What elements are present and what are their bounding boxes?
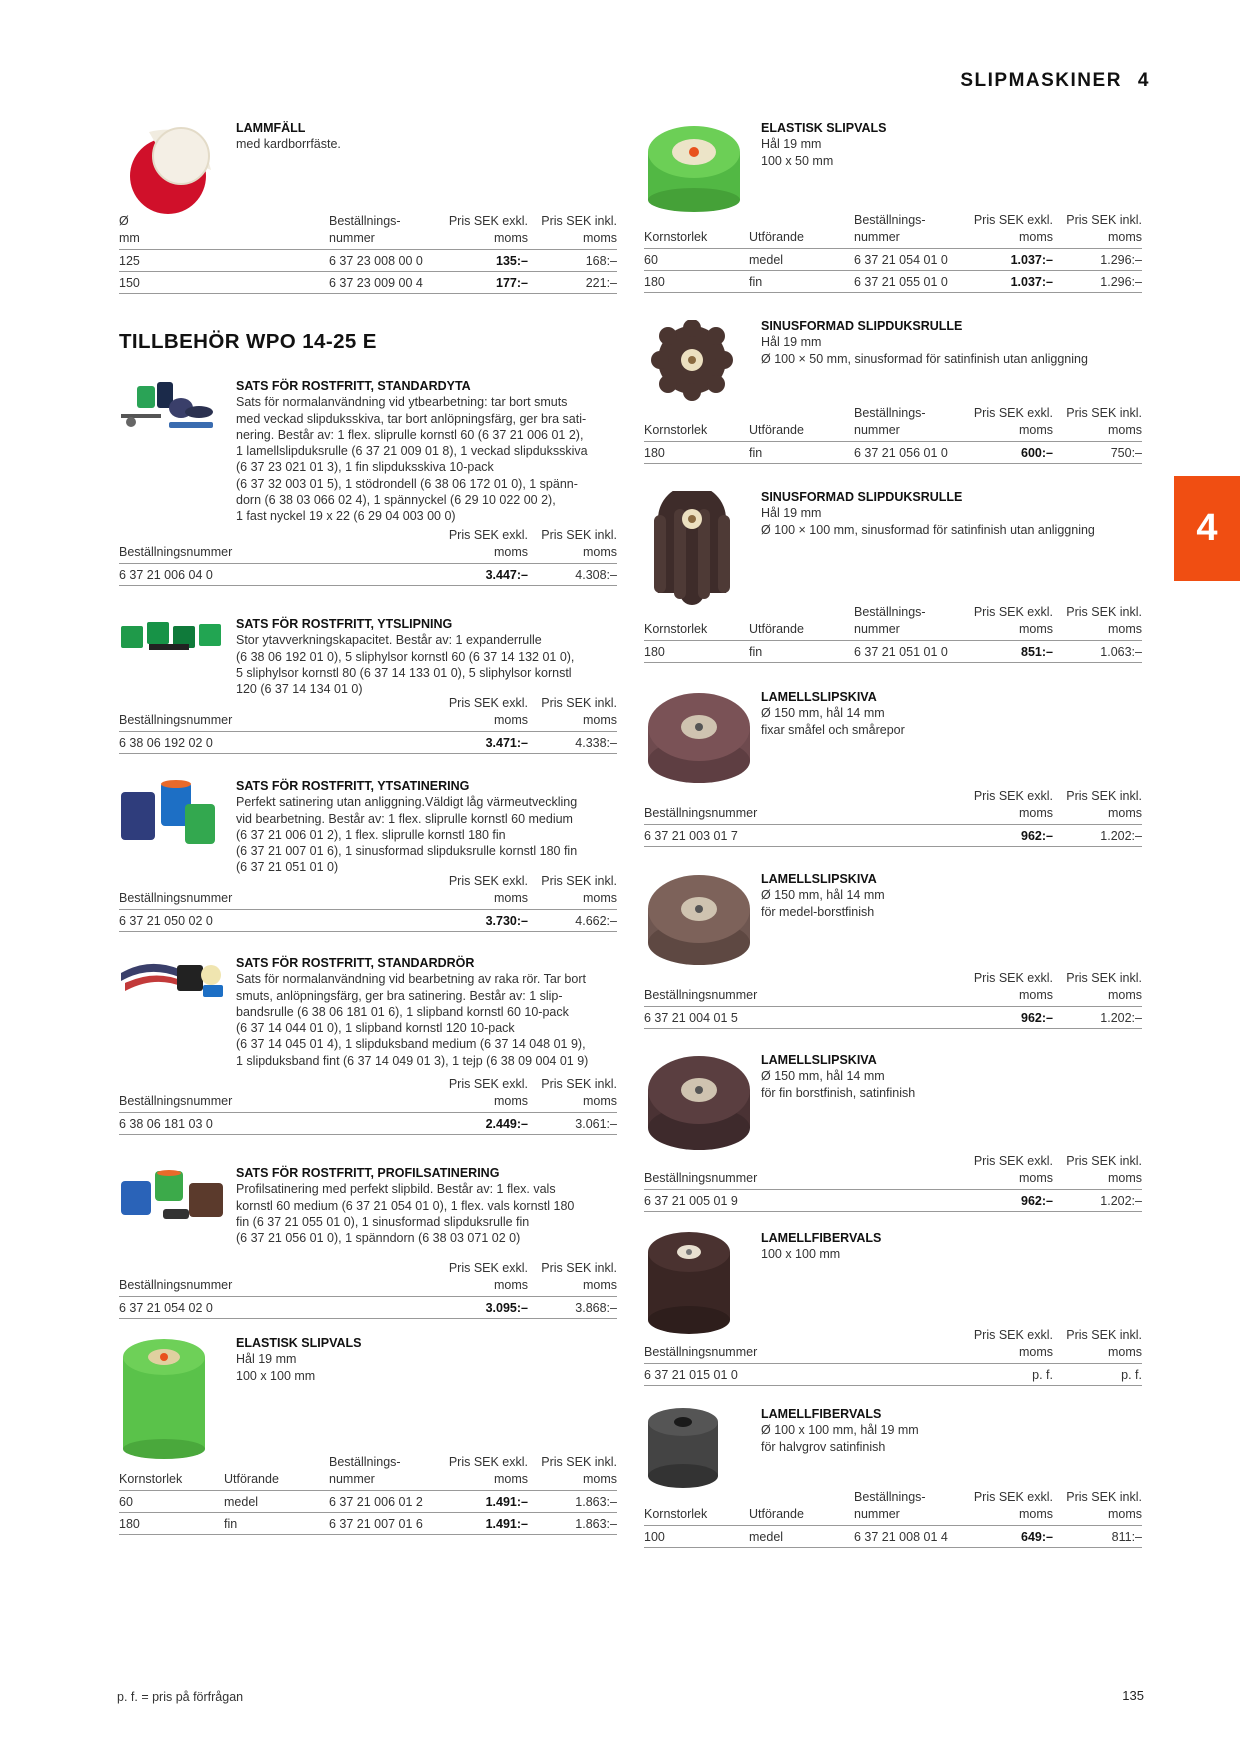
cell-order-number: 6 37 21 056 01 0	[854, 446, 948, 460]
cell-order-number: 6 37 21 003 01 7	[644, 829, 738, 843]
col-price-ex-a: Pris SEK exkl.	[973, 605, 1053, 619]
table-row	[119, 732, 617, 754]
flap-disc-1-image	[644, 689, 754, 785]
table-row	[644, 442, 1142, 464]
product-desc-line: Hål 19 mm	[761, 137, 822, 152]
cell-price-inc: 168:–	[585, 254, 617, 268]
cell-price-inc: 1.296:–	[1100, 253, 1142, 267]
table-row	[119, 272, 617, 294]
col-price-ex-a: Pris SEK exkl.	[448, 1077, 528, 1091]
price-table	[644, 215, 1142, 293]
product-desc-line: (6 37 21 056 01 0), 1 spänndorn (6 38 03 071 02 0)	[236, 1231, 521, 1246]
col-price-inc-b: moms	[582, 890, 617, 905]
cell-price-ex: 3.447:–	[485, 568, 528, 582]
price-table	[119, 530, 617, 586]
cell-price-inc: 221:–	[585, 276, 617, 290]
cell-order-number: 6 37 21 007 01 6	[329, 1517, 423, 1531]
col-price-ex-b: moms	[1018, 621, 1053, 636]
green-roller-50-image	[644, 122, 744, 214]
col-price-inc-b: moms	[582, 1277, 617, 1292]
col-order: Beställningsnummer	[119, 1277, 233, 1292]
price-table	[644, 791, 1142, 847]
col-price-ex-b: moms	[1018, 805, 1053, 820]
cell-grit: 180	[119, 1517, 140, 1531]
col-grit: Kornstorlek	[644, 621, 708, 636]
col-price-ex-a: Pris SEK exkl.	[973, 1154, 1053, 1168]
product-title: ELASTISK SLIPVALS	[236, 1336, 362, 1350]
kit-standardror-image	[119, 955, 229, 1001]
product-desc-line: för medel-borstfinish	[761, 904, 875, 919]
table-header	[119, 1263, 617, 1297]
cell-order-number: 6 37 21 054 01 0	[854, 253, 948, 267]
cell-type: medel	[749, 1530, 784, 1544]
product-desc-line: dorn (6 38 03 066 02 4), 1 spännyckel (6 29 10 022 00 2),	[236, 493, 556, 508]
kit-ytsatinering-image	[119, 778, 219, 850]
cell-price-ex: 135:–	[496, 254, 528, 268]
cell-grit: 180	[644, 446, 665, 460]
product-desc-line: (6 37 14 045 01 4), 1 slipduksband medium (6 37 14 048 01 9),	[236, 1037, 586, 1052]
col-type: Utförande	[749, 229, 804, 244]
cell-grit: 180	[644, 645, 665, 659]
cell-type: fin	[749, 275, 763, 289]
col-type: Utförande	[749, 422, 804, 437]
table-row	[644, 1007, 1142, 1029]
cell-type: medel	[224, 1495, 259, 1509]
product-desc-line: nering. Består av: 1 flex. sliprulle kornstl 60 (6 37 21 006 01 2),	[236, 427, 584, 442]
table-header	[644, 408, 1142, 442]
product-desc-line: Ø 100 × 100 mm, sinusformad för satinfinish utan anliggning	[761, 522, 1095, 537]
col-order: Beställningsnummer	[119, 712, 233, 727]
cell-price-ex: 3.471:–	[485, 736, 528, 750]
col-price-inc-b: moms	[582, 230, 617, 245]
cell-type: fin	[749, 645, 763, 659]
table-header	[119, 216, 617, 250]
cell-order-number: 6 37 21 006 04 0	[119, 568, 213, 582]
product-desc-line: bandsrulle (6 38 06 181 01 6), 1 slipband kornstl 60 10-pack	[236, 1004, 569, 1019]
cell-price-ex: 962:–	[1021, 1011, 1053, 1025]
product-desc-line: (6 37 21 007 01 6), 1 sinusformad slipduksrulle kornstl 180 fin	[236, 844, 578, 859]
kit-standardyta-image	[119, 378, 231, 440]
product-desc-line: Hål 19 mm	[761, 506, 822, 521]
col-grit: Kornstorlek	[119, 1471, 183, 1486]
col-price-ex-a: Pris SEK exkl.	[448, 1261, 528, 1275]
col-order: Beställningsnummer	[644, 1170, 758, 1185]
col-price-inc-b: moms	[1107, 805, 1142, 820]
cell-price-inc: 1.863:–	[575, 1495, 617, 1509]
table-row	[119, 1513, 617, 1535]
table-header	[644, 215, 1142, 249]
cell-price-ex: p. f.	[1032, 1368, 1053, 1382]
col-price-ex-b: moms	[493, 1277, 528, 1292]
price-table	[644, 973, 1142, 1029]
col-price-inc-a: Pris SEK inkl.	[541, 1261, 617, 1275]
fiber-roller-1-image	[644, 1230, 734, 1336]
cell-price-ex: 851:–	[1021, 645, 1053, 659]
col-grit: Kornstorlek	[644, 1506, 708, 1521]
table-header	[644, 607, 1142, 641]
col-price-ex-a: Pris SEK exkl.	[973, 1490, 1053, 1504]
cell-price-inc: 4.338:–	[575, 736, 617, 750]
product-desc-line: Ø 100 x 100 mm, hål 19 mm	[761, 1423, 919, 1438]
col-price-ex-a: Pris SEK exkl.	[973, 1328, 1053, 1342]
product-title: LAMELLSLIPSKIVA	[761, 690, 877, 704]
product-desc-line: Hål 19 mm	[761, 335, 822, 350]
col-order: Beställningsnummer	[119, 544, 233, 559]
chapter-tab[interactable]	[1174, 476, 1240, 581]
kit-ytslipning-image	[119, 616, 229, 656]
product-title: SATS FÖR ROSTFRITT, YTSLIPNING	[236, 617, 453, 631]
col-price-inc-a: Pris SEK inkl.	[541, 528, 617, 542]
product-desc-line: Ø 100 × 50 mm, sinusformad för satinfinish utan anliggning	[761, 351, 1088, 366]
product-desc-line: Ø 150 mm, hål 14 mm	[761, 1069, 885, 1084]
cell-size: 125	[119, 254, 140, 268]
price-table	[119, 1079, 617, 1135]
kit-profilsatinering-image	[119, 1165, 227, 1231]
col-price-inc-b: moms	[1107, 621, 1142, 636]
col-type: Utförande	[224, 1471, 279, 1486]
product-desc-line: Hål 19 mm	[236, 1352, 297, 1367]
product-title: LAMELLFIBERVALS	[761, 1407, 882, 1421]
product-desc-line: Stor ytavverkningskapacitet. Består av: 1 expanderrulle	[236, 633, 542, 648]
col-price-ex-a: Pris SEK exkl.	[973, 406, 1053, 420]
product-title: LAMELLSLIPSKIVA	[761, 872, 877, 886]
col-price-inc-a: Pris SEK inkl.	[541, 1077, 617, 1091]
product-desc-line: 1 slipduksband fint (6 37 14 049 01 3), 1 tejp (6 38 09 004 01 9)	[236, 1053, 589, 1068]
col-price-inc-b: moms	[1107, 987, 1142, 1002]
product-desc-line: (6 37 14 044 01 0), 1 slipband kornstl 120 10-pack	[236, 1021, 515, 1036]
table-header	[644, 1330, 1142, 1364]
col-type: Utförande	[749, 621, 804, 636]
table-row	[119, 1297, 617, 1319]
col-price-inc-a: Pris SEK inkl.	[1066, 1328, 1142, 1342]
cell-price-inc: 3.868:–	[575, 1301, 617, 1315]
table-row	[644, 1190, 1142, 1212]
col-price-inc-b: moms	[582, 712, 617, 727]
col-price-ex-a: Pris SEK exkl.	[973, 213, 1053, 227]
col-order-a: Beställnings-	[329, 1455, 401, 1469]
col-order-a: Beställnings-	[854, 605, 926, 619]
product-desc-line: (6 37 21 006 01 2), 1 flex. sliprulle kornstl 180 fin	[236, 827, 506, 842]
chapter-title: SLIPMASKINER	[960, 70, 1122, 91]
table-row	[644, 1526, 1142, 1548]
col-size-b: mm	[119, 230, 140, 245]
price-table	[644, 607, 1142, 663]
cell-price-inc: 3.061:–	[575, 1117, 617, 1131]
product-desc-line: för fin borstfinish, satinfinish	[761, 1085, 916, 1100]
cell-price-ex: 962:–	[1021, 1194, 1053, 1208]
cell-price-inc: 1.296:–	[1100, 275, 1142, 289]
cell-order-number: 6 37 21 005 01 9	[644, 1194, 738, 1208]
price-table	[119, 1457, 617, 1535]
table-header	[119, 876, 617, 910]
product-desc-line: smuts, anlöpningsfärg, ger bra satinering. Består av: 1 slip-	[236, 988, 563, 1003]
table-row	[119, 250, 617, 272]
col-price-ex-b: moms	[1018, 229, 1053, 244]
product-desc-line: 100 x 100 mm	[236, 1368, 316, 1383]
price-table	[644, 408, 1142, 464]
product-desc-line: (6 37 32 003 01 5), 1 stödrondell (6 38 06 172 01 0), 1 spänn-	[236, 476, 578, 491]
cell-price-inc: 1.063:–	[1100, 645, 1142, 659]
price-table	[119, 698, 617, 754]
product-title: LAMELLSLIPSKIVA	[761, 1053, 877, 1067]
table-row	[119, 1491, 617, 1513]
col-price-inc-b: moms	[1107, 229, 1142, 244]
product-title: SATS FÖR ROSTFRITT, STANDARDYTA	[236, 379, 471, 393]
cell-price-ex: 649:–	[1021, 1530, 1053, 1544]
col-order: Beställningsnummer	[119, 890, 233, 905]
product-desc-line: (6 37 21 051 01 0)	[236, 860, 339, 875]
col-price-ex-a: Pris SEK exkl.	[448, 214, 528, 228]
page-header	[960, 70, 1150, 92]
cell-price-ex: 2.449:–	[485, 1117, 528, 1131]
product-desc-line: vid bearbetning. Består av: 1 flex. sliprulle kornstl 60 medium	[236, 811, 573, 826]
product-desc-line: fin (6 37 21 055 01 0), 1 sinusformad slipduksrulle fin	[236, 1214, 530, 1229]
col-order-b: nummer	[329, 1471, 375, 1486]
product-desc: med kardborrfäste.	[236, 137, 341, 152]
product-desc-line: Profilsatinering med perfekt slipbild. Består av: 1 flex. vals	[236, 1182, 556, 1197]
table-header	[119, 698, 617, 732]
col-price-inc-a: Pris SEK inkl.	[1066, 213, 1142, 227]
col-order: Beställningsnummer	[119, 1093, 233, 1108]
chapter-number: 4	[1137, 70, 1150, 91]
product-desc-line: Ø 150 mm, hål 14 mm	[761, 888, 885, 903]
col-price-inc-a: Pris SEK inkl.	[1066, 789, 1142, 803]
col-order-a: Beställnings-	[329, 214, 401, 228]
col-price-ex-b: moms	[1018, 1170, 1053, 1185]
col-price-ex-b: moms	[493, 712, 528, 727]
table-row	[119, 910, 617, 932]
cell-price-inc: 1.202:–	[1100, 829, 1142, 843]
cell-price-ex: 962:–	[1021, 829, 1053, 843]
table-row	[119, 564, 617, 586]
col-price-ex-a: Pris SEK exkl.	[448, 696, 528, 710]
cell-order-number: 6 37 21 055 01 0	[854, 275, 948, 289]
cell-price-ex: 600:–	[1021, 446, 1053, 460]
col-order-b: nummer	[854, 229, 900, 244]
table-row	[644, 271, 1142, 293]
product-desc-line: Perfekt satinering utan anliggning.Väldigt låg värmeutveckling	[236, 795, 578, 810]
col-price-inc-b: moms	[1107, 1344, 1142, 1359]
product-desc-line: (6 37 23 021 01 3), 1 fin slipduksskiva 10-pack	[236, 460, 494, 475]
product-desc-line: med veckad slipduksskiva, tar bort anlöpningsfärg, ger bra sati-	[236, 411, 587, 426]
cell-grit: 60	[644, 253, 658, 267]
cell-order-number: 6 37 23 008 00 0	[329, 254, 423, 268]
price-table	[644, 1492, 1142, 1548]
chapter-tab-label: 4	[1196, 507, 1218, 549]
footer-note: p. f. = pris på förfrågan	[117, 1690, 244, 1704]
price-table	[119, 216, 617, 294]
col-price-ex-a: Pris SEK exkl.	[973, 789, 1053, 803]
page-number: 135	[1122, 1688, 1144, 1703]
col-price-inc-b: moms	[582, 1471, 617, 1486]
table-header	[119, 530, 617, 564]
product-desc-line: 1 fast nyckel 19 x 22 (6 29 04 003 00 0)	[236, 509, 456, 524]
col-price-inc-b: moms	[1107, 1170, 1142, 1185]
cell-price-inc: 4.308:–	[575, 568, 617, 582]
sinus-roller-50-image	[644, 320, 740, 406]
table-header	[644, 1156, 1142, 1190]
product-desc-line: fixar småfel och smårepor	[761, 722, 905, 737]
cell-order-number: 6 37 21 051 01 0	[854, 645, 948, 659]
price-table	[119, 1263, 617, 1319]
cell-price-ex: 1.491:–	[485, 1495, 528, 1509]
col-price-ex-b: moms	[493, 1471, 528, 1486]
cell-order-number: 6 37 21 004 01 5	[644, 1011, 738, 1025]
col-grit: Kornstorlek	[644, 229, 708, 244]
product-desc-line: 5 sliphylsor kornstl 80 (6 37 14 133 01 0), 5 sliphylsor kornstl	[236, 665, 572, 680]
cell-price-ex: 1.491:–	[485, 1517, 528, 1531]
product-desc-line: Ø 150 mm, hål 14 mm	[761, 706, 885, 721]
product-title: ELASTISK SLIPVALS	[761, 121, 887, 135]
cell-price-inc: 1.863:–	[575, 1517, 617, 1531]
cell-order-number: 6 37 21 054 02 0	[119, 1301, 213, 1315]
cell-price-inc: 4.662:–	[575, 914, 617, 928]
col-price-inc-a: Pris SEK inkl.	[541, 1455, 617, 1469]
col-price-ex-b: moms	[1018, 987, 1053, 1002]
fiber-roller-2-image	[644, 1406, 722, 1492]
col-order-b: nummer	[329, 230, 375, 245]
cell-price-ex: 1.037:–	[1010, 253, 1053, 267]
green-flap-roller-image	[119, 1335, 209, 1459]
flap-disc-2-image	[644, 871, 754, 967]
col-order-b: nummer	[854, 621, 900, 636]
product-desc-line: 1 lamellslipduksrulle (6 37 21 009 01 8), 1 veckad slipduksskiva	[236, 444, 588, 459]
table-row	[119, 1113, 617, 1135]
cell-price-inc: p. f.	[1121, 1368, 1142, 1382]
section-heading: TILLBEHÖR WPO 14-25 E	[119, 330, 377, 353]
product-desc-line: kornstl 60 medium (6 37 21 054 01 0), 1 flex. vals kornstl 180	[236, 1198, 575, 1213]
col-price-ex-b: moms	[493, 230, 528, 245]
cell-order-number: 6 37 21 008 01 4	[854, 1530, 948, 1544]
price-table	[644, 1330, 1142, 1386]
table-header	[119, 1457, 617, 1491]
col-price-ex-a: Pris SEK exkl.	[448, 874, 528, 888]
cell-price-inc: 811:–	[1111, 1530, 1142, 1544]
cell-price-ex: 177:–	[496, 276, 528, 290]
col-price-inc-a: Pris SEK inkl.	[541, 696, 617, 710]
table-row	[644, 825, 1142, 847]
product-desc-line: (6 38 06 192 01 0), 5 sliphylsor kornstl 60 (6 37 14 132 01 0),	[236, 649, 575, 664]
col-price-ex-b: moms	[493, 544, 528, 559]
cell-grit: 180	[644, 275, 665, 289]
product-desc-line: Sats för normalanvändning vid bearbetning av raka rör. Tar bort	[236, 972, 586, 987]
col-grit: Kornstorlek	[644, 422, 708, 437]
col-price-ex-a: Pris SEK exkl.	[973, 971, 1053, 985]
col-price-inc-a: Pris SEK inkl.	[1066, 1490, 1142, 1504]
cell-order-number: 6 37 21 050 02 0	[119, 914, 213, 928]
cell-grit: 60	[119, 1495, 133, 1509]
col-price-inc-a: Pris SEK inkl.	[541, 214, 617, 228]
col-price-ex-b: moms	[1018, 1344, 1053, 1359]
col-price-ex-b: moms	[493, 890, 528, 905]
cell-price-ex: 3.095:–	[485, 1301, 528, 1315]
lambswool-pad-image	[119, 120, 217, 218]
price-table	[119, 876, 617, 932]
cell-price-inc: 750:–	[1110, 446, 1142, 460]
price-table	[644, 1156, 1142, 1212]
col-price-inc-a: Pris SEK inkl.	[541, 874, 617, 888]
cell-type: medel	[749, 253, 784, 267]
sinus-roller-100-image	[644, 491, 740, 607]
col-price-inc-b: moms	[1107, 1506, 1142, 1521]
cell-grit: 100	[644, 1530, 665, 1544]
cell-order-number: 6 38 06 181 03 0	[119, 1117, 213, 1131]
col-order-b: nummer	[854, 1506, 900, 1521]
product-title: SATS FÖR ROSTFRITT, YTSATINERING	[236, 779, 470, 793]
cell-order-number: 6 37 21 015 01 0	[644, 1368, 738, 1382]
cell-type: fin	[224, 1517, 238, 1531]
cell-order-number: 6 37 21 006 01 2	[329, 1495, 423, 1509]
col-order-b: nummer	[854, 422, 900, 437]
col-price-inc-a: Pris SEK inkl.	[1066, 1154, 1142, 1168]
col-type: Utförande	[749, 1506, 804, 1521]
col-order: Beställningsnummer	[644, 805, 758, 820]
table-row	[644, 1364, 1142, 1386]
col-price-inc-b: moms	[582, 1093, 617, 1108]
product-title: LAMELLFIBERVALS	[761, 1231, 882, 1245]
product-desc-line: 100 x 50 mm	[761, 153, 834, 168]
col-price-inc-a: Pris SEK inkl.	[1066, 971, 1142, 985]
col-order-a: Beställnings-	[854, 406, 926, 420]
product-desc-line: 120 (6 37 14 134 01 0)	[236, 682, 363, 697]
cell-price-ex: 3.730:–	[485, 914, 528, 928]
col-price-ex-a: Pris SEK exkl.	[448, 528, 528, 542]
cell-type: fin	[749, 446, 763, 460]
col-price-inc-b: moms	[582, 544, 617, 559]
product-desc-line: 100 x 100 mm	[761, 1247, 841, 1262]
product-title: SATS FÖR ROSTFRITT, STANDARDRÖR	[236, 956, 475, 970]
col-order-a: Beställnings-	[854, 213, 926, 227]
col-price-inc-b: moms	[1107, 422, 1142, 437]
col-order: Beställningsnummer	[644, 987, 758, 1002]
product-desc-line: Sats för normalanvändning vid ytbearbetning: tar bort smuts	[236, 395, 568, 410]
table-header	[644, 973, 1142, 1007]
col-price-ex-b: moms	[1018, 422, 1053, 437]
cell-price-ex: 1.037:–	[1010, 275, 1053, 289]
table-header	[119, 1079, 617, 1113]
table-row	[644, 249, 1142, 271]
col-price-inc-a: Pris SEK inkl.	[1066, 406, 1142, 420]
product-title: SINUSFORMAD SLIPDUKSRULLE	[761, 319, 963, 333]
flap-disc-3-image	[644, 1052, 754, 1152]
col-order-a: Beställnings-	[854, 1490, 926, 1504]
product-desc-line: för halvgrov satinfinish	[761, 1439, 886, 1454]
col-order: Beställningsnummer	[644, 1344, 758, 1359]
product-title: SATS FÖR ROSTFRITT, PROFILSATINERING	[236, 1166, 500, 1180]
product-title: SINUSFORMAD SLIPDUKSRULLE	[761, 490, 963, 504]
table-row	[644, 641, 1142, 663]
cell-order-number: 6 38 06 192 02 0	[119, 736, 213, 750]
cell-order-number: 6 37 23 009 00 4	[329, 276, 423, 290]
product-title: LAMMFÄLL	[236, 121, 306, 135]
col-price-ex-b: moms	[1018, 1506, 1053, 1521]
table-header	[644, 1492, 1142, 1526]
cell-price-inc: 1.202:–	[1100, 1011, 1142, 1025]
col-price-ex-a: Pris SEK exkl.	[448, 1455, 528, 1469]
cell-size: 150	[119, 276, 140, 290]
table-header	[644, 791, 1142, 825]
col-price-inc-a: Pris SEK inkl.	[1066, 605, 1142, 619]
col-price-ex-b: moms	[493, 1093, 528, 1108]
col-size-a: Ø	[119, 214, 129, 228]
cell-price-inc: 1.202:–	[1100, 1194, 1142, 1208]
